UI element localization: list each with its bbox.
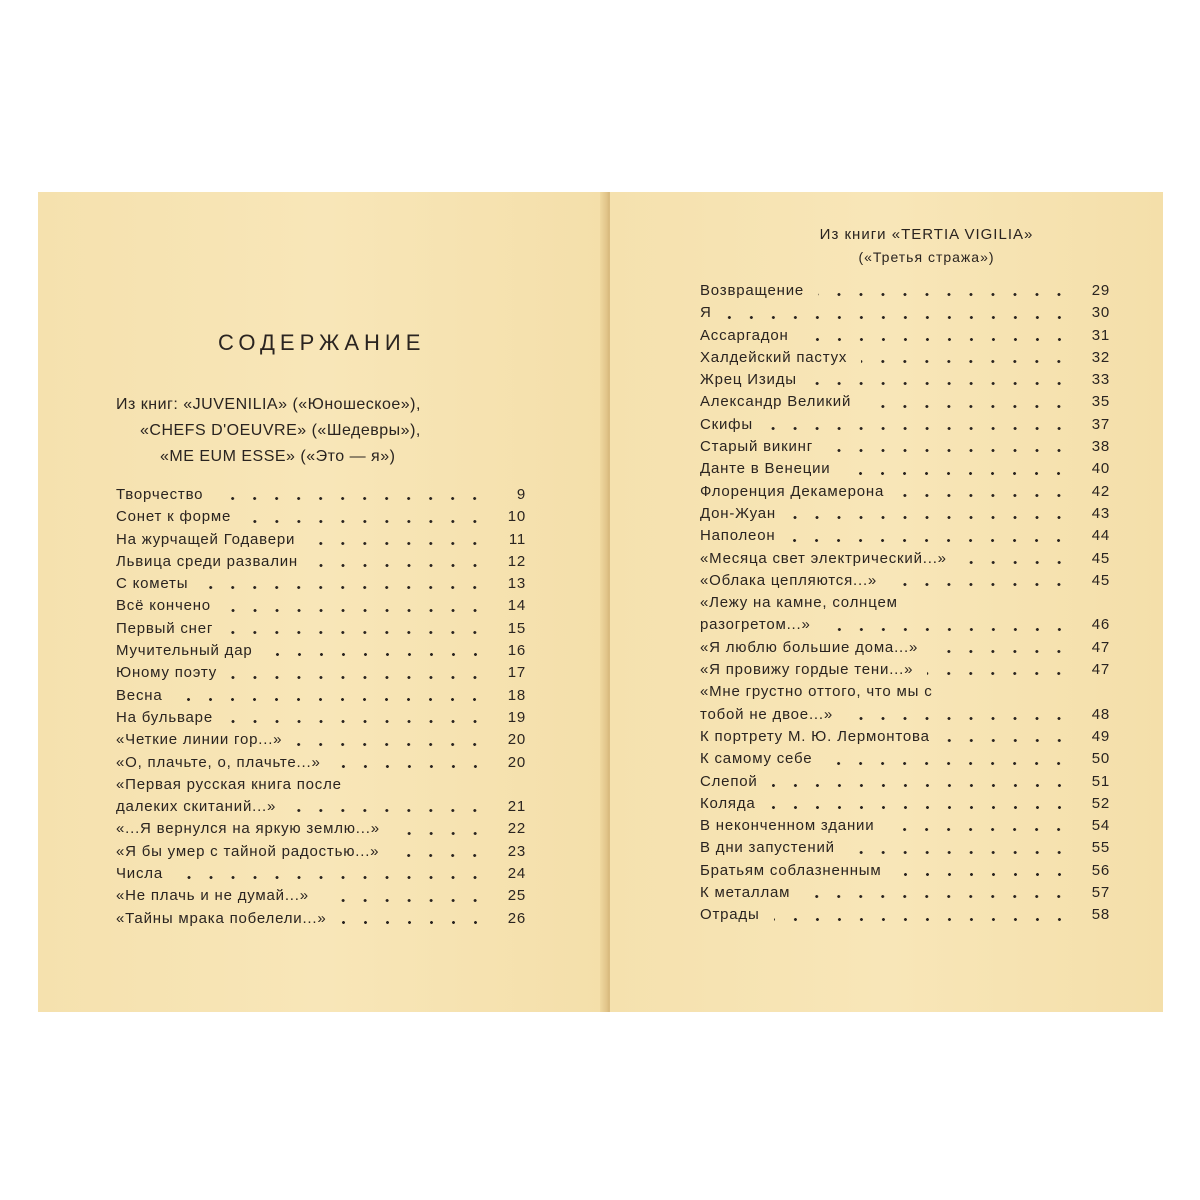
toc-entry-page-number: 20: [507, 731, 526, 749]
toc-entry: [700, 637, 1110, 659]
toc-entry-page-number: 25: [507, 887, 526, 905]
toc-entry-page-number: 24: [507, 865, 526, 883]
toc-entry-title: «...Я вернулся на яркую землю...»: [116, 820, 380, 838]
toc-entry: [116, 885, 526, 907]
toc-entry-page-number: 12: [507, 552, 526, 570]
left-toc-list: [116, 484, 526, 930]
toc-entry-title: Халдейский пастух: [700, 348, 848, 366]
toc-entry-title: «Четкие линии гор...»: [116, 731, 283, 749]
toc-entry-page-number: 32: [1091, 348, 1110, 366]
toc-entry-page-number: 15: [507, 619, 526, 637]
toc-entry-page-number: 58: [1091, 906, 1110, 924]
toc-entry: [700, 280, 1110, 302]
toc-entry: [700, 815, 1110, 837]
toc-entry-page-number: 42: [1091, 482, 1110, 500]
toc-entry-page-number: 29: [1091, 282, 1110, 299]
toc-entry: [700, 503, 1110, 525]
toc-entry-page-number: 45: [1091, 549, 1110, 567]
section-heading-line-3: «ME EUM ESSE» («Это — я»): [160, 448, 396, 465]
right-section-subheading: («Третья стража»): [858, 249, 995, 265]
right-page: [610, 192, 1163, 1012]
toc-entry-title: Дон-Жуан: [700, 504, 776, 522]
toc-entry-title: «Первая русская книга после далеких скитаний...»: [116, 775, 342, 816]
toc-entry: [700, 548, 1110, 570]
toc-entry-title: На журчащей Годавери: [116, 530, 296, 548]
toc-entry: [116, 908, 526, 930]
section-heading-line-1: Из книг: «JUVENILIA» («Юношеское»),: [116, 396, 421, 413]
toc-entry-page-number: 52: [1091, 794, 1110, 812]
toc-entry-title: «Я бы умер с тайной радостью...»: [116, 842, 380, 860]
toc-entry-title: С кометы: [116, 575, 189, 593]
toc-entry-title: «Я люблю большие дома...»: [700, 638, 919, 656]
toc-entry-page-number: 19: [507, 708, 526, 726]
toc-entry: [700, 414, 1110, 436]
toc-entry: [116, 506, 526, 528]
toc-entry: [700, 570, 1110, 592]
toc-entry-title: «Я провижу гордые тени...»: [700, 661, 914, 679]
toc-entry-title: Творчество: [116, 486, 204, 503]
toc-entry-title: Отрады: [700, 906, 760, 924]
toc-entry: [700, 481, 1110, 503]
toc-entry-page-number: 55: [1091, 839, 1110, 857]
toc-entry-page-number: 31: [1091, 326, 1110, 344]
toc-entry-page-number: 54: [1091, 817, 1110, 835]
toc-entry-page-number: 44: [1091, 527, 1110, 545]
toc-entry: [700, 904, 1110, 926]
toc-entry-page-number: 14: [507, 597, 526, 615]
toc-entry-title: «Мне грустно оттого, что мы с тобой не двое...»: [700, 683, 933, 723]
toc-entry: [700, 771, 1110, 793]
toc-entry: [116, 863, 526, 885]
toc-entry: [700, 347, 1110, 369]
toc-entry-page-number: 23: [507, 842, 526, 860]
toc-entry: [700, 726, 1110, 748]
toc-entry-title: К металлам: [700, 884, 791, 902]
left-page: [38, 192, 606, 1012]
toc-entry-title: Скифы: [700, 415, 753, 433]
book-spread: [38, 192, 1163, 1012]
toc-entry: [116, 685, 526, 707]
toc-entry-page-number: 16: [507, 642, 526, 660]
toc-entry: [700, 325, 1110, 347]
toc-entry-title: Первый снег: [116, 619, 214, 637]
toc-entry-page-number: 45: [1091, 571, 1110, 589]
toc-entry-title: «Месяца свет электрический...»: [700, 549, 947, 567]
toc-entry: [116, 595, 526, 617]
toc-entry: [116, 662, 526, 684]
toc-entry: [116, 551, 526, 573]
toc-entry: [700, 659, 1110, 681]
toc-entry: [116, 752, 526, 774]
toc-entry: [700, 391, 1110, 413]
toc-entry: [116, 573, 526, 595]
toc-entry-title: Старый викинг: [700, 438, 813, 456]
toc-entry: [116, 640, 526, 662]
toc-entry-title: Весна: [116, 686, 163, 704]
toc-entry: [116, 818, 526, 840]
toc-entry: [700, 860, 1110, 882]
toc-entry-title: Ассаргадон: [700, 326, 789, 344]
toc-entry-page-number: 13: [507, 575, 526, 593]
toc-entry-title: Юному поэту: [116, 664, 218, 682]
toc-entry-title: Я: [700, 304, 712, 322]
toc-entry: [700, 882, 1110, 904]
contents-title: СОДЕРЖАНИЕ: [218, 330, 426, 355]
toc-entry-title: Флоренция Декамерона: [700, 482, 885, 500]
toc-entry-page-number: 56: [1091, 861, 1110, 879]
right-toc-list: [700, 280, 1110, 927]
toc-entry-title: Александр Великий: [700, 393, 852, 411]
toc-entry-title: Данте в Венеции: [700, 460, 831, 478]
toc-entry-title: Коляда: [700, 794, 756, 812]
toc-entry: [116, 618, 526, 640]
toc-entry-page-number: 22: [507, 820, 526, 838]
toc-entry-page-number: 37: [1091, 415, 1110, 433]
toc-entry-page-number: 50: [1091, 750, 1110, 768]
toc-entry: [116, 707, 526, 729]
toc-entry-title: «Лежу на камне, солнцем разогретом...»: [700, 594, 898, 634]
toc-entry-title: «Тайны мрака побелели...»: [116, 909, 327, 927]
toc-entry-page-number: 46: [1091, 616, 1110, 634]
toc-entry-page-number: 35: [1091, 393, 1110, 411]
toc-entry-page-number: 26: [507, 909, 526, 927]
toc-entry-title: Наполеон: [700, 527, 776, 545]
toc-entry-title: К портрету М. Ю. Лермонтова: [700, 727, 930, 745]
toc-entry-title: К самому себе: [700, 750, 813, 768]
toc-entry: [700, 793, 1110, 815]
toc-entry-page-number: 9: [516, 486, 526, 503]
toc-entry: [116, 841, 526, 863]
toc-entry-title: Мучительный дар: [116, 642, 253, 660]
toc-entry-page-number: 38: [1091, 438, 1110, 456]
toc-entry: [700, 837, 1110, 859]
toc-entry: [700, 458, 1110, 480]
toc-entry-page-number: 10: [507, 508, 526, 526]
toc-entry-page-number: 57: [1091, 884, 1110, 902]
toc-entry-page-number: 48: [1091, 705, 1110, 723]
toc-entry: [700, 681, 1110, 726]
toc-entry-page-number: 43: [1091, 504, 1110, 522]
toc-entry-title: Жрец Изиды: [700, 371, 797, 389]
toc-entry-title: Возвращение: [700, 282, 805, 299]
right-section-heading: Из книги «TERTIA VIGILIA»: [819, 226, 1034, 243]
toc-entry: [116, 774, 526, 819]
toc-entry-page-number: 20: [507, 753, 526, 771]
toc-entry-page-number: 11: [508, 530, 526, 548]
toc-entry-title: «Облака цепляются...»: [700, 571, 878, 589]
toc-entry-title: «О, плачьте, о, плачьте...»: [116, 753, 321, 771]
toc-entry-title: Слепой: [700, 772, 758, 790]
toc-entry-title: Числа: [116, 865, 163, 883]
toc-entry-page-number: 18: [507, 686, 526, 704]
toc-entry: [116, 729, 526, 751]
section-heading-line-2: «CHEFS D'OEUVRE» («Шедевры»),: [140, 422, 421, 439]
toc-entry: [116, 529, 526, 551]
toc-entry-page-number: 47: [1091, 638, 1110, 656]
toc-entry: [700, 369, 1110, 391]
toc-entry-page-number: 21: [507, 798, 526, 816]
toc-entry-title: Сонет к форме: [116, 508, 232, 526]
toc-entry: [700, 748, 1110, 770]
toc-entry: [700, 525, 1110, 547]
toc-entry-title: «Не плачь и не думай...»: [116, 887, 309, 905]
toc-entry-page-number: 40: [1091, 460, 1110, 478]
toc-entry-page-number: 49: [1091, 727, 1110, 745]
toc-entry-page-number: 17: [507, 664, 526, 682]
toc-entry: [700, 436, 1110, 458]
toc-entry: [700, 592, 1110, 637]
toc-entry-title: Львица среди развалин: [116, 552, 299, 570]
toc-entry: [700, 302, 1110, 324]
toc-entry-title: Всё кончено: [116, 597, 211, 615]
toc-entry-page-number: 30: [1091, 304, 1110, 322]
toc-entry-title: В дни запустений: [700, 839, 835, 857]
toc-entry-title: В неконченном здании: [700, 817, 875, 835]
toc-entry-title: На бульваре: [116, 708, 213, 726]
toc-entry-page-number: 33: [1091, 371, 1110, 389]
toc-entry-page-number: 47: [1091, 661, 1110, 679]
toc-entry-title: Братьям соблазненным: [700, 861, 882, 879]
toc-entry-page-number: 51: [1091, 772, 1110, 790]
toc-entry: [116, 484, 526, 506]
